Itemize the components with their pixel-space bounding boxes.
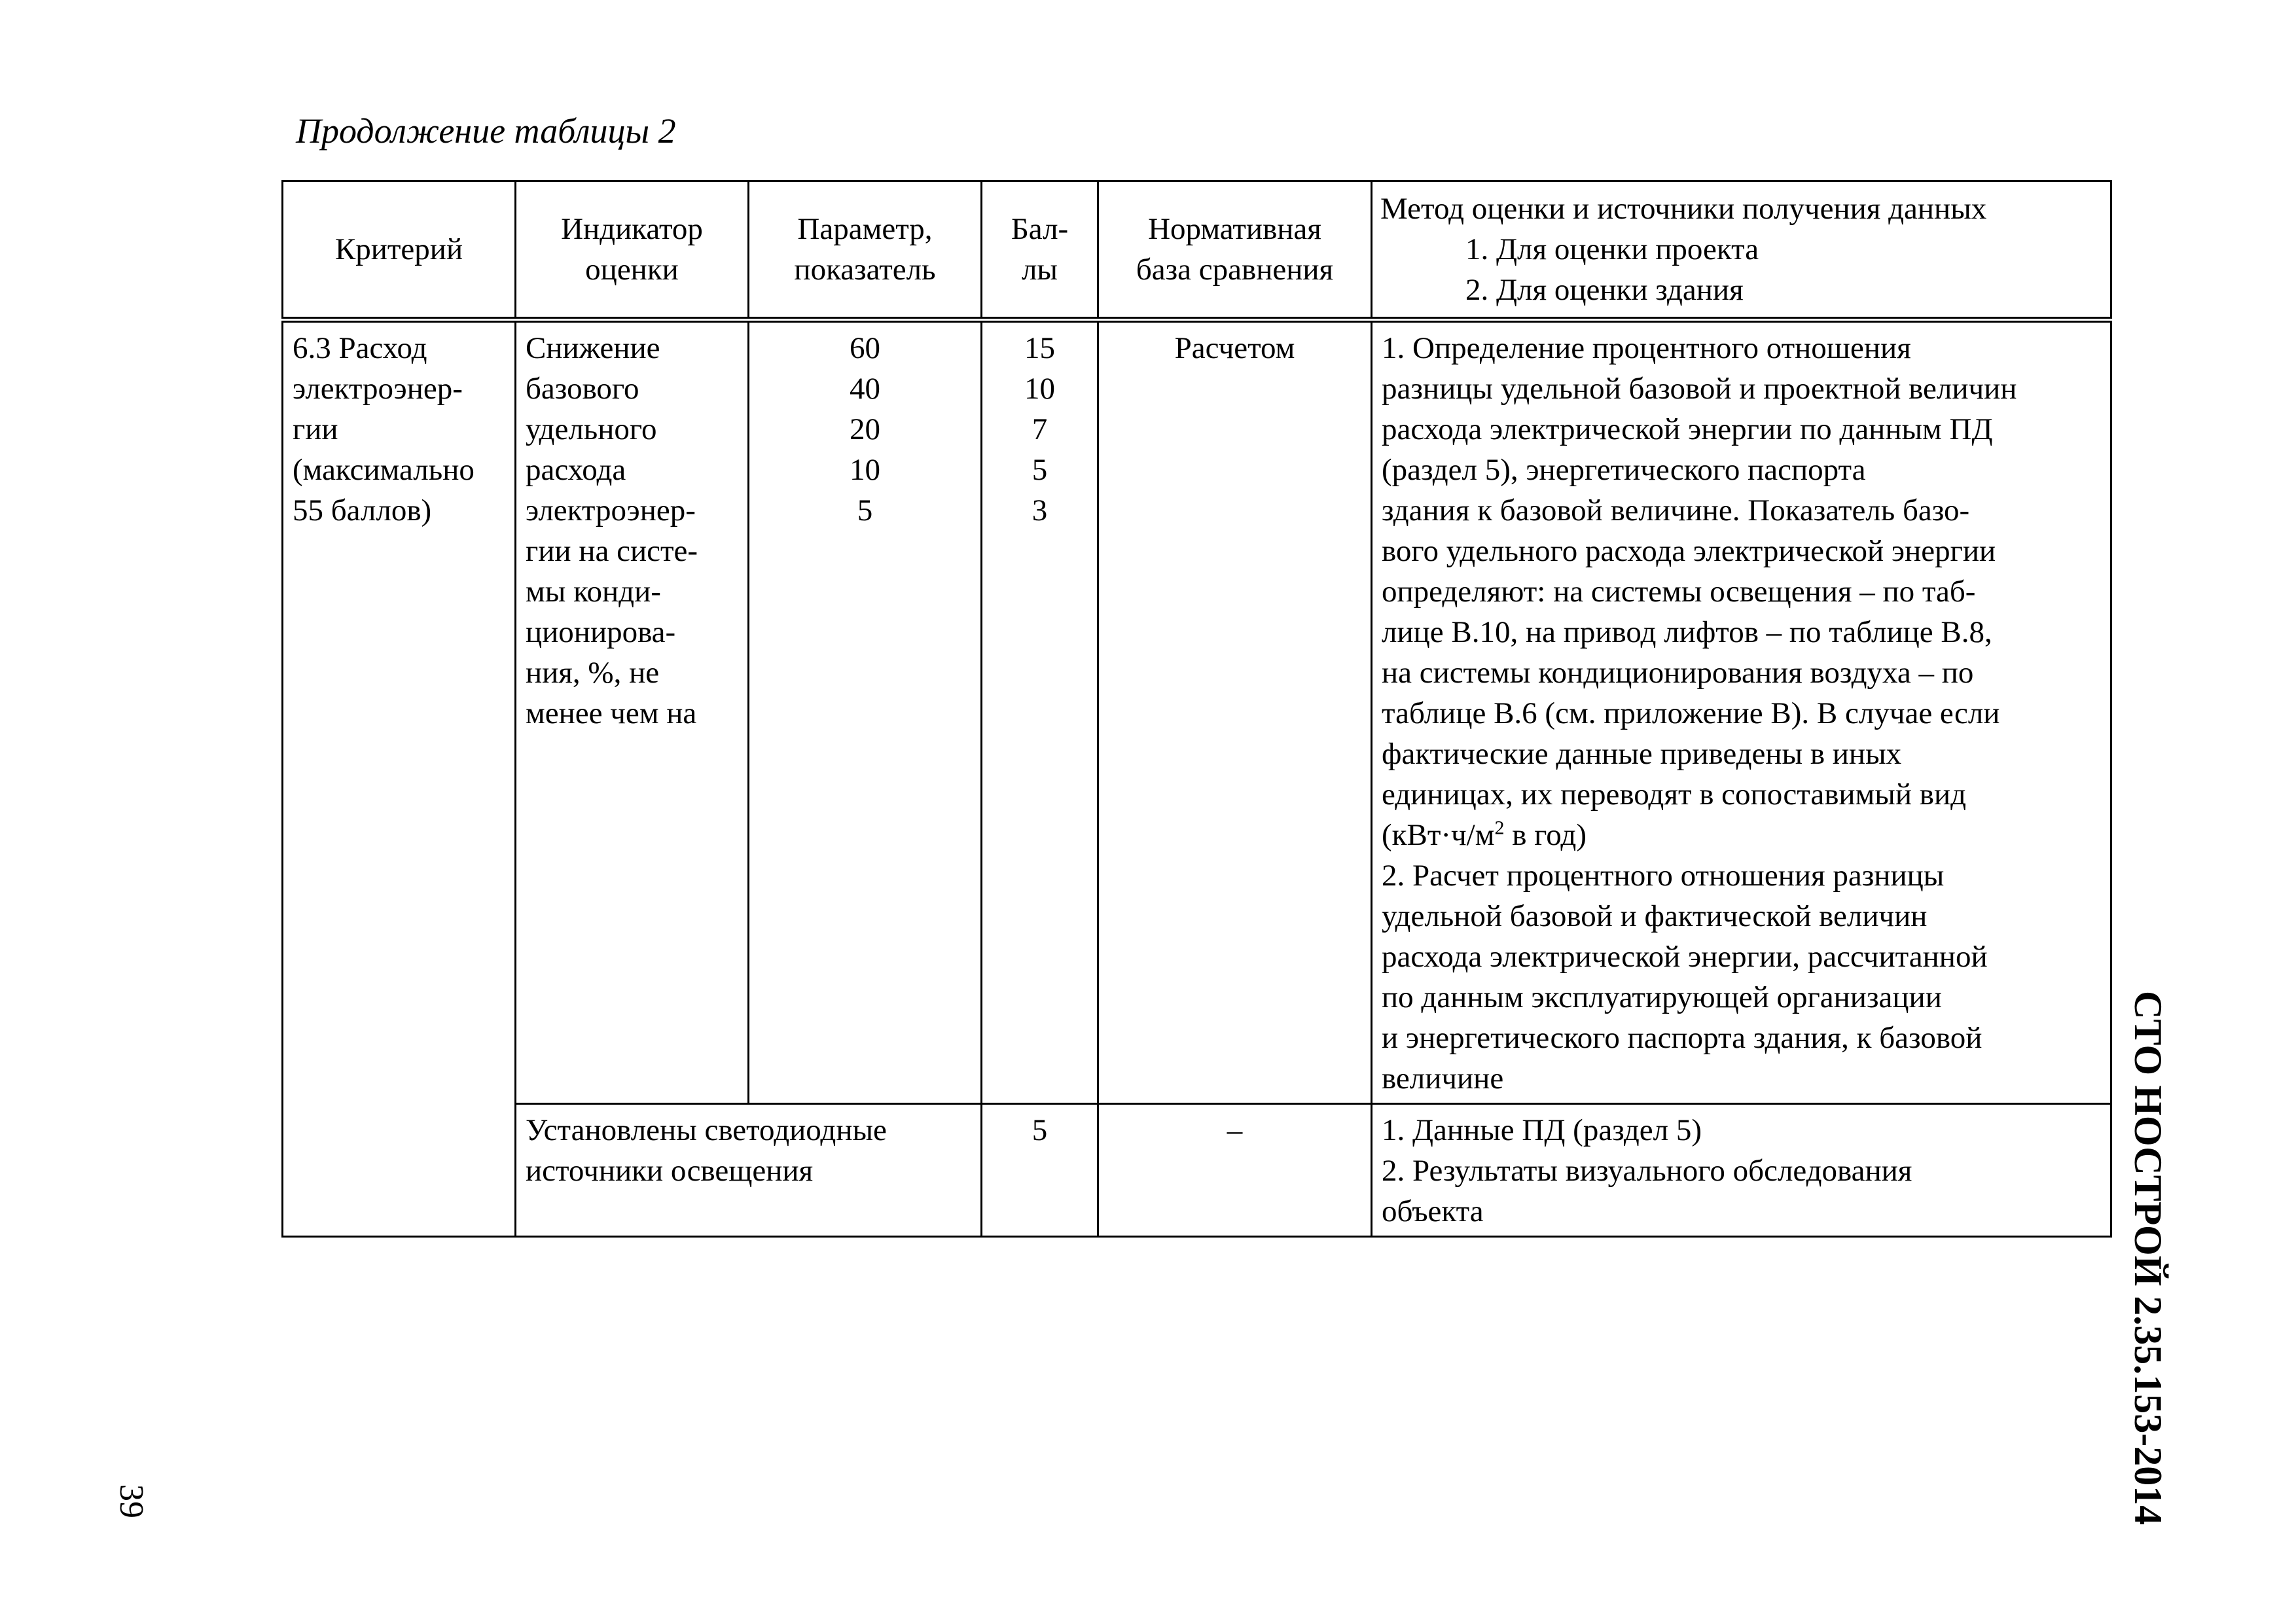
cell-indicator: Снижение базового удельного расхода электроэнер- гии на систе- мы конди- ционирова- ния, %, не менее чем на: [516, 320, 749, 1104]
cell-points-led: 5: [982, 1104, 1098, 1237]
header-method: [1372, 181, 2111, 320]
header-indicator: Индикатор оценки: [516, 181, 749, 320]
criteria-table: [281, 180, 2112, 1238]
header-base: Нормативная база сравнения: [1098, 181, 1372, 320]
table-row: [283, 1104, 2111, 1237]
header-parameter: Параметр, показатель: [749, 181, 982, 320]
cell-parameters: 60 40 20 10 5: [749, 320, 982, 1104]
table-caption: Продолжение таблицы 2: [296, 111, 676, 151]
cell-points: 15 10 7 5 3: [982, 320, 1098, 1104]
page-number: 39: [113, 1484, 150, 1518]
cell-indicator-led: Установлены светодиодные источники освещения: [516, 1104, 982, 1237]
unit-line: ($кВт\cdot ч/м^2$ в год): [1382, 817, 1587, 852]
header-row: [283, 181, 2111, 320]
header-method-title: Метод оценки и источники получения данных: [1380, 192, 1987, 226]
cell-base-led: –: [1098, 1104, 1372, 1237]
header-points: Бал- лы: [982, 181, 1098, 320]
header-criterion: Критерий: [283, 181, 516, 320]
cell-base: Расчетом: [1098, 320, 1372, 1104]
cell-method-led: 1. Данные ПД (раздел 5) 2. Результаты визуального обследования объекта: [1372, 1104, 2111, 1237]
table-row: [283, 320, 2111, 1104]
header-method-item: 1. Для оценки проекта: [1465, 232, 1759, 266]
cell-criterion: 6.3 Расход электроэнер- гии (максимально 55 баллов): [283, 320, 516, 1237]
cell-method: 1. Определение процентного отношения разницы удельной базовой и проектной величин расхода электрической энергии по данным ПД (раздел 5), энергетического паспорта здания к базовой величине. Показатель базо- вого удельного расхода электрической энергии определяют: на системы освещения – по таб- лице В.10, на привод лифтов – по таблице В.8, на системы кондиционирования воздуха – по таблице В.6 (см. приложение В). В случае если фактические данные приведены в иных единицах, их переводят в сопоставимый вид ($кВт\cdot ч/м^2$ в год) 2. Расчет процентного отношения разницы удельной базовой и фактической величин расхода электрической энергии, рассчитанной по данным эксплуатирующей организации и энергетического паспорта здания, к базовой величине: [1372, 320, 2111, 1104]
header-method-item: 2. Для оценки здания: [1465, 273, 1744, 307]
document-code: СТО НОСТРОЙ 2.35.153-2014: [2126, 991, 2170, 1525]
